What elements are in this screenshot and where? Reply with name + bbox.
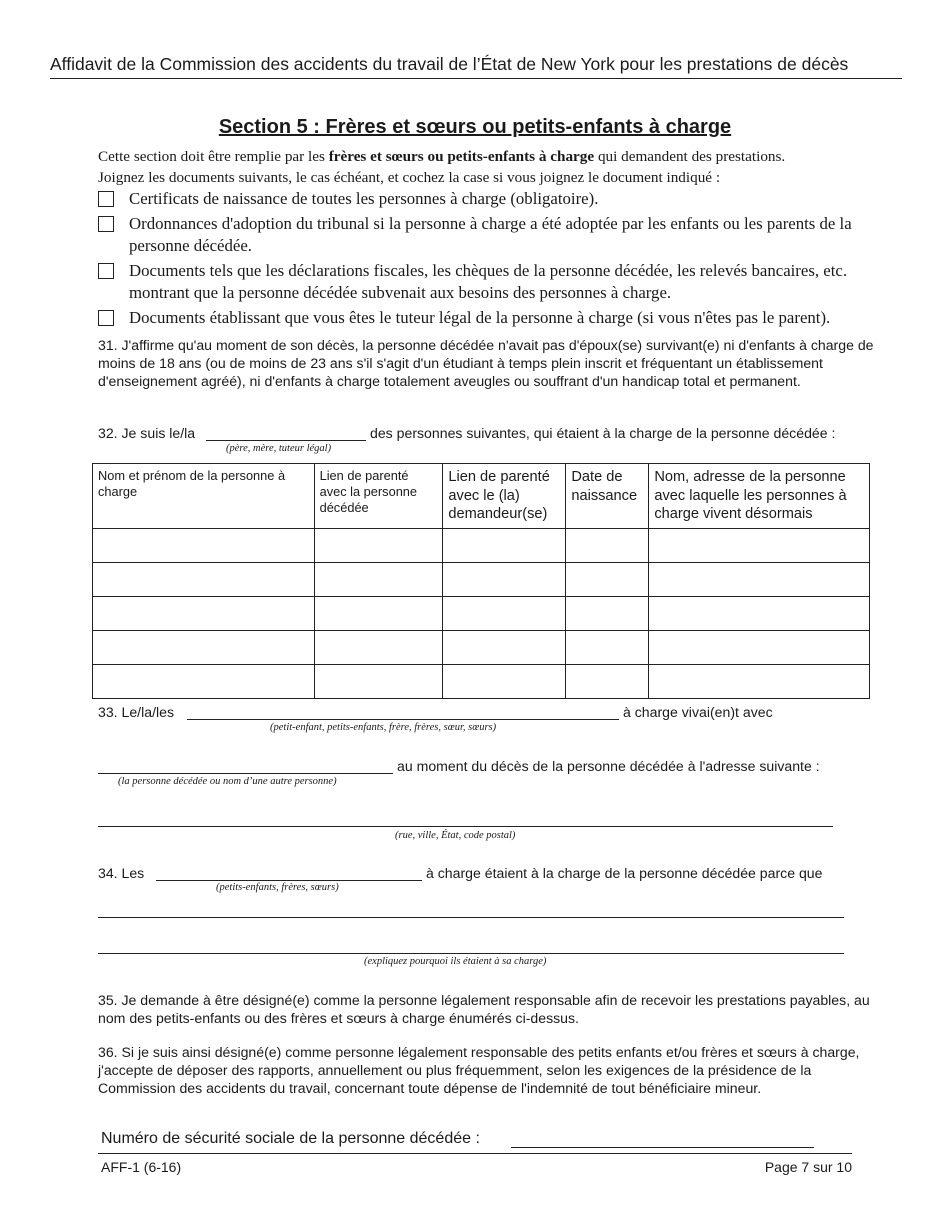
intro-text-post: qui demandent des prestations. bbox=[594, 148, 786, 165]
col-header-relation-claimant: Lien de parenté avec le (la) demandeur(se) bbox=[443, 464, 566, 529]
q32-hint: (père, mère, tuteur légal) bbox=[226, 443, 332, 454]
q32-prefix: 32. Je suis le/la bbox=[98, 425, 196, 441]
page-number: Page 7 sur 10 bbox=[764, 1159, 852, 1175]
col-header-birth-date: Date de naissance bbox=[566, 464, 649, 529]
intro-line-2: Joignez les documents suivants, le cas échéant, et cochez la case si vous joignez le document indiqué : bbox=[98, 169, 721, 186]
ssn-field[interactable] bbox=[511, 1147, 814, 1148]
q34-explanation-line-1[interactable] bbox=[98, 917, 844, 918]
table-cell[interactable] bbox=[649, 562, 870, 596]
checkbox-birth-certificates[interactable] bbox=[98, 191, 114, 207]
table-cell[interactable] bbox=[314, 562, 443, 596]
intro-text-bold: frères et sœurs ou petits-enfants à charge bbox=[328, 148, 595, 165]
table-cell[interactable] bbox=[443, 664, 566, 698]
table-cell[interactable] bbox=[93, 528, 315, 562]
table-cell[interactable] bbox=[93, 596, 315, 630]
table-cell[interactable] bbox=[314, 528, 443, 562]
q32-relationship-field[interactable] bbox=[206, 440, 366, 441]
table-cell[interactable] bbox=[314, 630, 443, 664]
table-row bbox=[93, 664, 870, 698]
checklist-label: Ordonnances d'adoption du tribunal si la personne à charge a été adoptée par les enfants ou les parents de la personne décédée. bbox=[129, 214, 852, 255]
checkbox-guardianship-documents[interactable] bbox=[98, 310, 114, 326]
q34-suffix: à charge étaient à la charge de la personne décédée parce que bbox=[426, 865, 823, 881]
col-header-name: Nom et prénom de la personne à charge bbox=[93, 464, 315, 529]
table-cell[interactable] bbox=[649, 596, 870, 630]
footer-divider bbox=[98, 1153, 852, 1154]
table-cell[interactable] bbox=[566, 562, 649, 596]
q33-person-field[interactable] bbox=[98, 773, 393, 774]
table-cell[interactable] bbox=[93, 664, 315, 698]
table-cell[interactable] bbox=[93, 630, 315, 664]
q33-line2-suffix: au moment du décès de la personne décédée à l'adresse suivante : bbox=[397, 758, 820, 774]
table-header-row bbox=[93, 464, 870, 529]
q34-hint-explain: (expliquez pourquoi ils étaient à sa charge) bbox=[364, 956, 547, 967]
table-cell[interactable] bbox=[649, 664, 870, 698]
table-cell[interactable] bbox=[443, 596, 566, 630]
table-row bbox=[93, 630, 870, 664]
q33-hint-address: (rue, ville, État, code postal) bbox=[395, 830, 516, 841]
table-row bbox=[93, 528, 870, 562]
checkbox-adoption-orders[interactable] bbox=[98, 216, 114, 232]
section-title: Section 5 : Frères et sœurs ou petits-enfants à charge bbox=[218, 116, 732, 138]
q33-hint-dependents: (petit-enfant, petits-enfants, frère, frères, sœur, sœurs) bbox=[270, 722, 497, 733]
q34-dependent-type-field[interactable] bbox=[156, 880, 422, 881]
dependents-table bbox=[92, 463, 870, 699]
q33-prefix: 33. Le/la/les bbox=[98, 704, 175, 720]
checklist-label: Certificats de naissance de toutes les personnes à charge (obligatoire). bbox=[129, 189, 599, 208]
q33-hint-person: (la personne décédée ou nom d’une autre personne) bbox=[118, 776, 337, 787]
table-cell[interactable] bbox=[314, 664, 443, 698]
table-cell[interactable] bbox=[93, 562, 315, 596]
table-row bbox=[93, 562, 870, 596]
table-cell[interactable] bbox=[649, 630, 870, 664]
checkbox-support-documents[interactable] bbox=[98, 263, 114, 279]
q34-prefix: 34. Les bbox=[98, 865, 145, 881]
table-cell[interactable] bbox=[566, 630, 649, 664]
q32-suffix: des personnes suivantes, qui étaient à la charge de la personne décédée : bbox=[370, 425, 836, 441]
table-cell[interactable] bbox=[443, 562, 566, 596]
checklist-label: Documents établissant que vous êtes le tuteur légal de la personne à charge (si vous n'êtes pas le parent). bbox=[129, 308, 831, 327]
q34-explanation-line-2[interactable] bbox=[98, 953, 844, 954]
question-36: 36. Si je suis ainsi désigné(e) comme personne légalement responsable des petits enfants et/ou frères et sœurs à charge, j'accepte de déposer des rapports, annuellement ou plus fréquemment, selon les exigences de la présidence de la Commission des accidents du travail, concernant toute dépense de l'indemnité de tout bénéficiaire mineur. bbox=[98, 1044, 860, 1096]
col-header-relation-deceased: Lien de parenté avec la personne décédée bbox=[314, 464, 443, 529]
intro-text-pre: Cette section doit être remplie par les bbox=[98, 148, 329, 165]
table-cell[interactable] bbox=[443, 528, 566, 562]
col-header-current-guardian: Nom, adresse de la personne avec laquelle les personnes à charge vivent désormais bbox=[649, 464, 870, 529]
form-id: AFF-1 (6-16) bbox=[101, 1159, 182, 1175]
q34-hint-dependents: (petits-enfants, frères, sœurs) bbox=[216, 882, 339, 893]
q33-dependent-type-field[interactable] bbox=[187, 719, 619, 720]
table-cell[interactable] bbox=[566, 664, 649, 698]
q33-address-field[interactable] bbox=[98, 826, 833, 827]
table-cell[interactable] bbox=[443, 630, 566, 664]
question-35: 35. Je demande à être désigné(e) comme la personne légalement responsable afin de recevoir les prestations payables, au nom des petits-enfants ou des frères et sœurs à charge énumérés ci-dessus. bbox=[98, 992, 870, 1026]
section-intro bbox=[98, 146, 898, 188]
form-header-title: Affidavit de la Commission des accidents du travail de l’État de New York pour les prestations de décès bbox=[50, 54, 849, 74]
question-31: 31. J'affirme qu'au moment de son décès, la personne décédée n'avait pas d'époux(se) survivant(e) ni d'enfants à charge de moins de 18 ans (ou de moins de 23 ans s'il s'agit d'un étudiant à temps plein inscrit et fréquentant un établissement d'enseignement agréé), ni d'enfants à charge totalement aveugles ou souffrant d'un handicap total et permanent. bbox=[98, 337, 874, 389]
table-cell[interactable] bbox=[314, 596, 443, 630]
checklist-label: Documents tels que les déclarations fiscales, les chèques de la personne décédée, les relevés bancaires, etc. montrant que la personne décédée subvenait aux besoins des personnes à charge. bbox=[129, 261, 848, 302]
table-cell[interactable] bbox=[566, 596, 649, 630]
table-cell[interactable] bbox=[649, 528, 870, 562]
header-divider bbox=[50, 78, 902, 79]
table-cell[interactable] bbox=[566, 528, 649, 562]
table-row bbox=[93, 596, 870, 630]
q33-suffix: à charge vivai(en)t avec bbox=[623, 704, 773, 720]
ssn-label: Numéro de sécurité sociale de la personne décédée : bbox=[101, 1130, 480, 1147]
